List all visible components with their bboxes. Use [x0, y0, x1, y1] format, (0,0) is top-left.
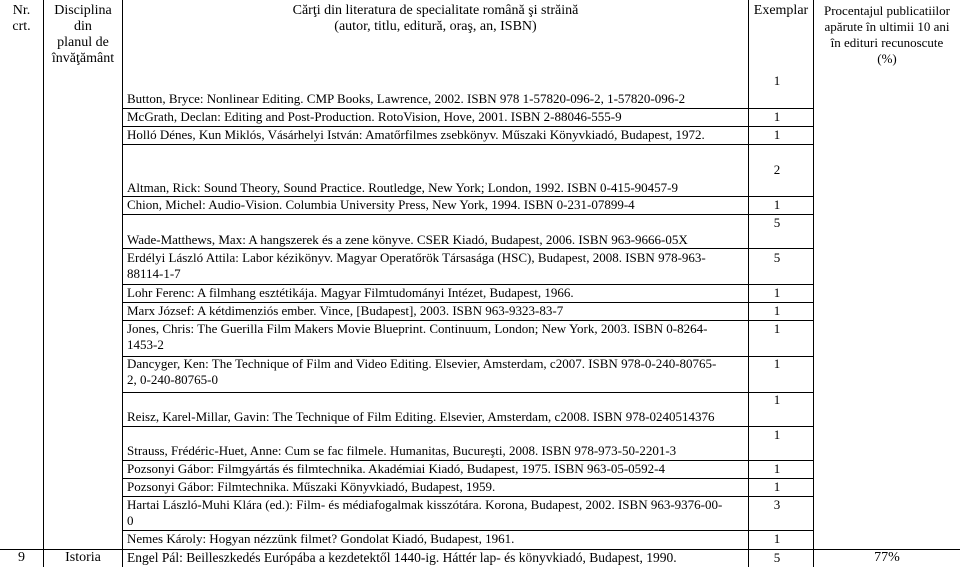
header-copies-label: Exemplar [753, 3, 809, 18]
book-copies: 2 [773, 162, 781, 177]
book-entry: Dancyger, Ken: The Technique of Film and Video Editing. Elsevier, Amsterdam, c2007. ISBN 978-0-240-80765- [127, 356, 717, 371]
header-nr-line1: Nr. [12, 3, 31, 18]
header-nr-line2: crt. [12, 19, 31, 34]
recent-publications-percentage: 77% [874, 550, 900, 565]
header-pct-line2: apărute în ultimii 10 ani [824, 19, 950, 34]
header-books-line2: (autor, titlu, editură, oraş, an, ISBN) [334, 19, 537, 34]
book-copies: 1 [773, 392, 781, 407]
book-entry: Erdélyi László Attila: Labor kézikönyv. Magyar Operatőrök Társasága (HSC), Budapest, 2008. ISBN 978-963- [127, 250, 706, 265]
book-entry: Engel Pál: Beilleszkedés Európába a kezdetektől 1440-ig. Háttér lap- és könyvkiadó, Budapest, 1990. [127, 550, 677, 565]
book-copies: 1 [773, 427, 781, 442]
book-entry: Hartai László-Muhi Klára (ed.): Film- és médiafogalmak kisszótára. Korona, Budapest, 2002. ISBN 963-9376-00- [127, 497, 723, 512]
book-copies: 3 [773, 497, 781, 512]
book-entry: Holló Dénes, Kun Miklós, Vásárhelyi István: Amatőrfilmes zsebkönyv. Műszaki Könyvkiadó, Budapest, 1972. [127, 127, 705, 142]
book-copies: 5 [773, 215, 781, 230]
book-separator [122, 426, 814, 427]
header-discipline-line1: Disciplina din [54, 3, 112, 34]
book-separator [122, 248, 814, 249]
header-pct-line4: (%) [877, 51, 897, 66]
book-entry: Altman, Rick: Sound Theory, Sound Practice. Routledge, New York; London, 1992. ISBN 0-415-90457-9 [127, 180, 679, 195]
book-copies: 1 [773, 127, 781, 142]
book-entry-continued: 2, 0-240-80765-0 [127, 372, 218, 387]
book-separator [122, 144, 814, 145]
book-copies: 1 [773, 356, 781, 371]
book-copies: 1 [773, 285, 781, 300]
book-copies: 5 [773, 250, 781, 265]
book-separator [122, 392, 814, 393]
book-copies: 1 [773, 109, 781, 124]
book-entry: Marx József: A kétdimenziós ember. Vince, [Budapest], 2003. ISBN 963-9323-83-7 [127, 303, 564, 318]
book-copies: 1 [773, 73, 781, 88]
book-entry: Pozsonyi Gábor: Filmtechnika. Műszaki Könyvkiadó, Budapest, 1959. [127, 479, 496, 494]
header-discipline [44, 3, 122, 67]
header-nr [0, 3, 43, 35]
header-pct-line3: în edituri recunoscute [830, 35, 944, 50]
book-entry: Nemes Károly: Hogyan nézzünk filmet? Gondolat Kiadó, Budapest, 1961. [127, 531, 515, 546]
book-entry: Chion, Michel: Audio-Vision. Columbia University Press, New York, 1994. ISBN 0-231-07899-4 [127, 197, 635, 212]
header-percentage [814, 3, 960, 67]
book-entry: Wade-Matthews, Max: A hangszerek és a zene könyve. CSER Kiadó, Budapest, 2006. ISBN 963-9666-05X [127, 232, 688, 247]
discipline-name: Istoria [65, 550, 101, 565]
book-entry: Reisz, Karel-Millar, Gavin: The Technique of Film Editing. Elsevier, Amsterdam, c2008. ISBN 978-0240514376 [127, 409, 715, 424]
book-copies: 1 [773, 531, 781, 546]
header-discipline-line2: planul de [57, 35, 109, 50]
header-copies [749, 3, 813, 19]
header-books-line1: Cărţi din literatura de specialitate română şi străină [292, 3, 579, 18]
book-entry: Button, Bryce: Nonlinear Editing. CMP Books, Lawrence, 2002. ISBN 978 1-57820-096-2, 1-57820-096-2 [127, 91, 686, 106]
book-entry: Lohr Ferenc: A filmhang esztétikája. Magyar Filmtudományi Intézet, Budapest, 1966. [127, 285, 574, 300]
book-entry-continued: 88114-1-7 [127, 266, 181, 281]
book-copies: 1 [773, 303, 781, 318]
book-copies: 5 [773, 550, 781, 565]
book-entry: McGrath, Declan: Editing and Post-Production. RotoVision, Hove, 2001. ISBN 2-88046-555-9 [127, 109, 622, 124]
book-entry-continued: 1453-2 [127, 337, 164, 352]
book-entry: Pozsonyi Gábor: Filmgyártás és filmtechnika. Akadémiai Kiadó, Budapest, 1975. ISBN 963-05-0592-4 [127, 461, 665, 476]
book-copies: 1 [773, 321, 781, 336]
column-divider-nr [43, 0, 44, 567]
book-entry-continued: 0 [127, 513, 134, 528]
header-discipline-line3: învăţământ [51, 51, 115, 66]
book-separator [122, 214, 814, 215]
book-copies: 1 [773, 197, 781, 212]
book-copies: 1 [773, 461, 781, 476]
book-copies: 1 [773, 479, 781, 494]
header-pct-line1: Procentajul publicatiilor [824, 3, 950, 18]
book-entry: Strauss, Frédéric-Huet, Anne: Cum se fac filmele. Humanitas, Bucureşti, 2008. ISBN 978-973-50-2201-3 [127, 443, 677, 458]
row-number: 9 [18, 550, 25, 565]
header-books [123, 3, 748, 35]
book-entry: Jones, Chris: The Guerilla Film Makers Movie Blueprint. Continuum, London; New York, 2003. ISBN 0-8264- [127, 321, 708, 336]
